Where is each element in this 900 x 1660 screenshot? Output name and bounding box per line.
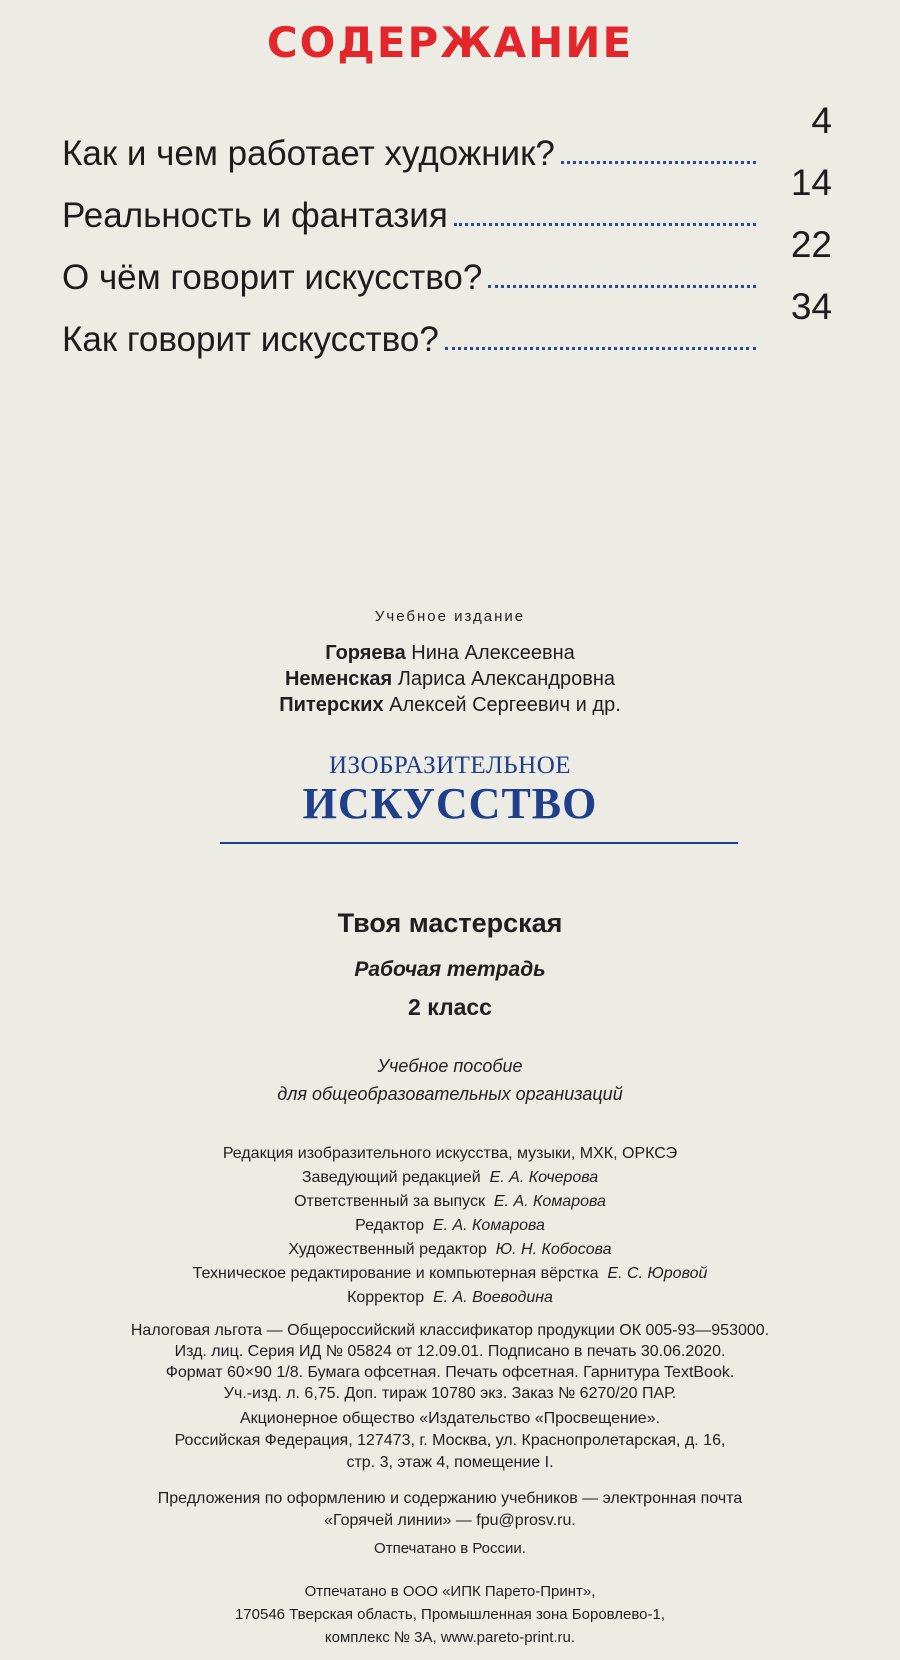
suggestions-line: «Горячей линии» — fpu@prosv.ru. <box>324 1512 576 1529</box>
publisher-line: Акционерное общество «Издательство «Просвещение». <box>239 1410 661 1427</box>
toc-item-page: 14 <box>790 162 832 203</box>
book-grade: 2 класс <box>408 994 492 1020</box>
credit-role: Художественный редактор <box>288 1241 487 1258</box>
credit-person: Е. А. Кочерова <box>489 1169 599 1186</box>
credit-line <box>0 1238 900 1262</box>
toc-leader-dots <box>488 284 756 288</box>
subject-line-2: ИСКУССТВО <box>302 779 598 828</box>
credit-role: Корректор <box>347 1289 425 1306</box>
credit-role: Ответственный за выпуск <box>294 1193 485 1210</box>
author-line <box>0 640 900 666</box>
authors <box>0 640 900 718</box>
credit-line <box>0 1214 900 1238</box>
purpose-line: Учебное пособие <box>377 1056 523 1076</box>
printed-in: Отпечатано в России. <box>374 1540 526 1557</box>
credit-person: Е. С. Юровой <box>607 1265 708 1282</box>
legal-line: Изд. лиц. Серия ИД № 05824 от 12.09.01. Подписано в печать 30.06.2020. <box>174 1343 726 1360</box>
legal-line: Уч.-изд. л. 6,75. Доп. тираж 10780 экз. Заказ № 6270/20 ПАР. <box>223 1385 677 1402</box>
toc-item <box>62 162 842 236</box>
publisher-line: стр. 3, этаж 4, помещение I. <box>346 1454 554 1471</box>
credit-line <box>0 1286 900 1310</box>
author-name: Нина Алексеевна <box>411 642 575 664</box>
toc-item-page: 22 <box>790 224 832 265</box>
credit-person: Е. А. Комарова <box>432 1217 545 1234</box>
toc-item-label: Как и чем работает художник? <box>62 134 555 173</box>
credits <box>0 1142 900 1310</box>
credit-line <box>0 1190 900 1214</box>
credit-person: Е. А. Воеводина <box>433 1289 553 1306</box>
printer-line: Отпечатано в ООО «ИПК Парето-Принт», <box>304 1583 596 1600</box>
author-surname: Питерских <box>279 694 384 716</box>
credit-role: Редактор <box>355 1217 424 1234</box>
divider-rule <box>220 842 738 844</box>
credit-line <box>0 1166 900 1190</box>
toc-item-page: 4 <box>811 100 832 141</box>
publisher-line: Российская Федерация, 127473, г. Москва, ул. Краснопролетарская, д. 16, <box>174 1432 726 1449</box>
author-surname: Неменская <box>284 668 393 690</box>
publisher-info <box>0 1408 900 1474</box>
toc-leader-dots <box>445 346 756 350</box>
author-line <box>0 666 900 692</box>
credit-role: Заведующий редакцией <box>301 1169 481 1186</box>
credit-person: Е. А. Комарова <box>493 1193 606 1210</box>
author-surname: Горяева <box>325 642 406 664</box>
toc-item <box>62 100 842 174</box>
toc-item-label: Как говорит искусство? <box>62 320 439 359</box>
toc-item-page: 34 <box>790 286 832 327</box>
printer-info <box>0 1580 900 1649</box>
toc-item <box>62 286 842 360</box>
toc-leader-dots <box>454 222 756 226</box>
suggestions-contact <box>0 1488 900 1532</box>
toc-title: СОДЕРЖАНИЕ <box>266 18 634 67</box>
author-line <box>0 692 900 718</box>
legal-line: Формат 60×90 1/8. Бумага офсетная. Печать офсетная. Гарнитура TextBook. <box>165 1364 735 1381</box>
toc-item <box>62 224 842 298</box>
toc-item-label: Реальность и фантазия <box>62 196 448 235</box>
legal-info <box>0 1320 900 1404</box>
toc-leader-dots <box>561 160 756 164</box>
author-name: Алексей Сергеевич и др. <box>389 694 621 716</box>
table-of-contents <box>62 100 842 360</box>
printer-line: комплекс № 3А, www.pareto-print.ru. <box>324 1629 576 1646</box>
toc-item-label: О чём говорит искусство? <box>62 258 483 297</box>
credit-line <box>0 1142 900 1166</box>
legal-line: Налоговая льгота — Общероссийский классификатор продукции ОК 005-93—953000. <box>130 1322 770 1339</box>
subject-line-1: ИЗОБРАЗИТЕЛЬНОЕ <box>328 752 572 779</box>
credit-line <box>0 1262 900 1286</box>
printer-line: 170546 Тверская область, Промышленная зона Боровлево-1, <box>234 1606 666 1623</box>
purpose-line: для общеобразовательных организаций <box>277 1084 623 1104</box>
purpose <box>0 1052 900 1108</box>
book-title: Твоя мастерская <box>337 908 563 938</box>
book-subtitle: Рабочая тетрадь <box>354 958 546 981</box>
suggestions-line: Предложения по оформлению и содержанию учебников — электронная почта <box>157 1490 743 1507</box>
author-name: Лариса Александровна <box>397 668 615 690</box>
credit-role: Редакция изобразительного искусства, музыки, МХК, ОРКСЭ <box>222 1145 678 1162</box>
credit-person: Ю. Н. Кобосова <box>495 1241 612 1258</box>
credit-role: Техническое редактирование и компьютерная вёрстка <box>192 1265 599 1282</box>
edition-type: Учебное издание <box>374 608 526 625</box>
